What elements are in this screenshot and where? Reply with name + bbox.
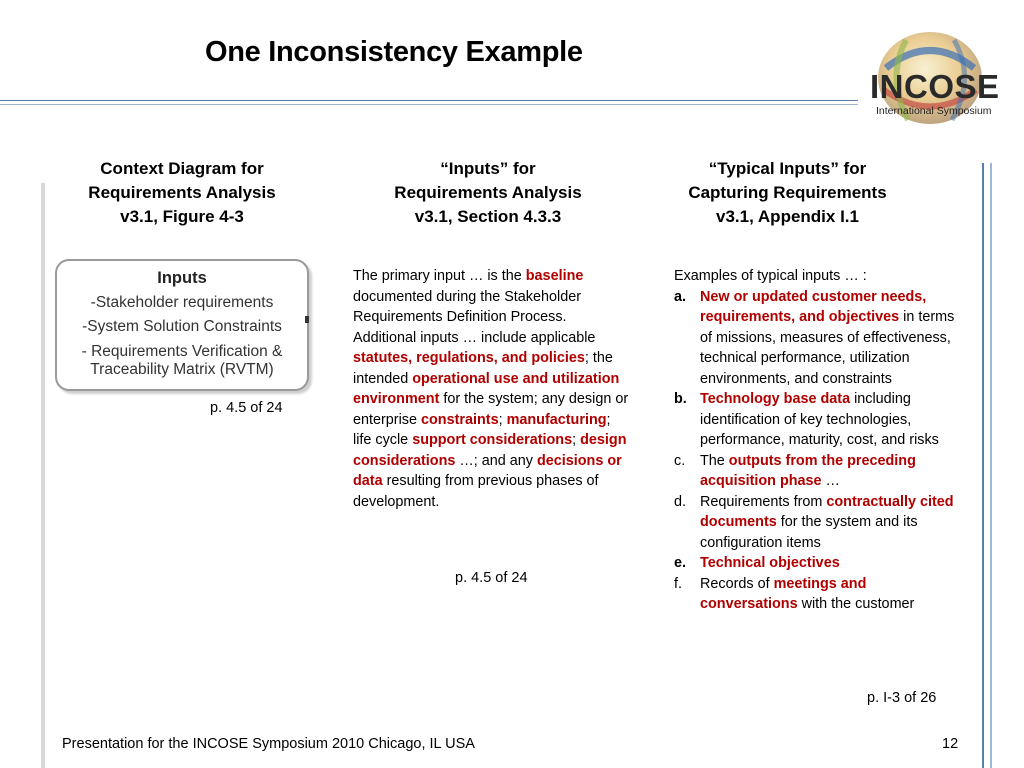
col2-highlight: constraints bbox=[421, 411, 499, 428]
inputs-box-header: Inputs bbox=[157, 269, 207, 287]
col3-heading-line: “Typical Inputs” for bbox=[708, 159, 867, 178]
list-marker: f. bbox=[674, 575, 682, 592]
inputs-box-line: Traceability Matrix (RVTM) bbox=[90, 361, 274, 378]
diagram-connector bbox=[305, 316, 309, 323]
header-rule-bottom bbox=[0, 104, 858, 105]
inputs-box-line: -System Solution Constraints bbox=[82, 318, 282, 335]
logo-subtitle: International Symposium bbox=[876, 105, 992, 117]
inputs-box-line: - Requirements Verification & bbox=[81, 342, 283, 360]
list-item bbox=[674, 574, 964, 615]
col2-text: for the system; any design or enterprise bbox=[353, 391, 629, 428]
col2-text: documented during the Stakeholder Requirements Definition Process. Additional inputs … include applicable bbox=[353, 288, 596, 346]
list-marker: d. bbox=[674, 493, 687, 510]
col2-highlight: design considerations bbox=[353, 432, 627, 469]
list-text: … bbox=[821, 473, 840, 489]
col2-text: ; bbox=[572, 432, 581, 448]
list-item bbox=[674, 492, 964, 554]
inputs-diagram-box bbox=[55, 259, 309, 391]
col3-intro: Examples of typical inputs … : bbox=[674, 268, 867, 284]
col2-body bbox=[353, 266, 629, 512]
col1-heading-line: Context Diagram for bbox=[100, 159, 264, 178]
col2-highlight: decisions or data bbox=[353, 452, 622, 489]
col2-text: ; the intended bbox=[353, 350, 613, 387]
page-number: 12 bbox=[942, 736, 959, 752]
footer-text: Presentation for the INCOSE Symposium 2010 Chicago, IL USA bbox=[62, 736, 475, 752]
list-marker: a. bbox=[674, 288, 687, 305]
col3-heading-line: v3.1, Appendix I.1 bbox=[716, 207, 859, 226]
list-text: Requirements from bbox=[700, 493, 827, 510]
col2-text: resulting from previous phases of development. bbox=[353, 473, 599, 510]
col2-heading-line: v3.1, Section 4.3.3 bbox=[414, 207, 562, 226]
list-item bbox=[674, 553, 964, 574]
col3-page-ref: p. I-3 of 26 bbox=[867, 690, 937, 706]
col2-page-ref: p. 4.5 of 24 bbox=[455, 570, 528, 586]
list-marker: e. bbox=[674, 555, 687, 571]
list-marker: b. bbox=[674, 391, 687, 407]
col1-heading-line: Requirements Analysis bbox=[88, 183, 276, 202]
col2-heading-line: “Inputs” for bbox=[440, 159, 536, 178]
col2-highlight: manufacturing bbox=[506, 411, 607, 428]
col1-heading-line: v3.1, Figure 4-3 bbox=[120, 207, 244, 226]
right-rule-2 bbox=[990, 163, 992, 768]
col2-heading bbox=[365, 157, 611, 229]
list-highlight: New or updated customer needs, requirements, and objectives bbox=[700, 288, 927, 325]
col2-text: ; life cycle bbox=[353, 411, 611, 448]
list-highlight: meetings and conversations bbox=[700, 575, 867, 612]
col1-page-ref: p. 4.5 of 24 bbox=[210, 400, 283, 416]
list-marker: c. bbox=[674, 452, 686, 469]
col2-highlight: statutes, regulations, and policies bbox=[353, 350, 585, 366]
list-text: in terms of missions, measures of effectiveness, technical performance, utilization environments, and constraints bbox=[700, 309, 955, 387]
col3-heading bbox=[660, 157, 915, 229]
list-text: including identification of key technologies, performance, maturity, cost, and risks bbox=[700, 391, 939, 448]
list-highlight: contractually cited documents bbox=[700, 493, 954, 530]
list-highlight: outputs from the preceding acquisition phase bbox=[700, 452, 916, 489]
list-text: with the customer bbox=[797, 596, 915, 612]
list-text: Records of bbox=[700, 575, 774, 592]
list-item bbox=[674, 287, 964, 390]
incose-logo bbox=[846, 28, 1016, 132]
col2-text: ; bbox=[498, 411, 507, 428]
list-text: The bbox=[700, 452, 729, 469]
list-text: for the system and its configuration items bbox=[700, 514, 918, 551]
col3-body bbox=[674, 266, 964, 615]
col3-heading-line: Capturing Requirements bbox=[688, 183, 887, 202]
col2-highlight: operational use and utilization environment bbox=[353, 370, 620, 407]
inputs-box-line: -Stakeholder requirements bbox=[90, 293, 274, 311]
col2-highlight: baseline bbox=[525, 268, 584, 284]
list-item bbox=[674, 389, 964, 451]
right-rule-1 bbox=[982, 163, 984, 768]
col2-text: …; and any bbox=[455, 452, 537, 469]
left-rule bbox=[41, 183, 45, 768]
col2-heading-line: Requirements Analysis bbox=[394, 183, 582, 202]
logo-text: INCOSE bbox=[870, 68, 1000, 105]
header-rule-top bbox=[0, 100, 858, 101]
list-item bbox=[674, 451, 964, 492]
list-highlight: Technical objectives bbox=[700, 555, 840, 571]
slide-title: One Inconsistency Example bbox=[205, 36, 583, 68]
col2-text: The primary input … is the bbox=[353, 268, 526, 284]
col1-heading bbox=[52, 157, 312, 229]
list-highlight: Technology base data bbox=[700, 391, 851, 407]
col2-highlight: support considerations bbox=[412, 432, 573, 448]
